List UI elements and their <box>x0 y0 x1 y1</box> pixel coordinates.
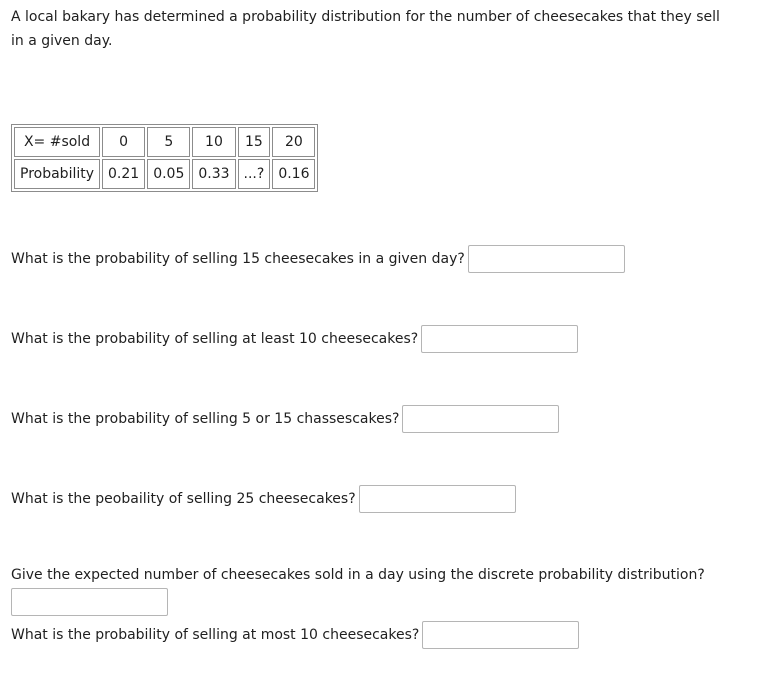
question-2-answer-input[interactable] <box>421 325 578 353</box>
table-cell: 5 <box>147 127 190 157</box>
question-1-text: What is the probability of selling 15 cheesecakes in a given day? <box>11 251 465 267</box>
question-2-text: What is the probability of selling at least 10 cheesecakes? <box>11 331 419 347</box>
question-6-text: What is the probability of selling at most 10 cheesecakes? <box>11 627 420 643</box>
question-3-answer-input[interactable] <box>402 405 559 433</box>
question-3-text: What is the probability of selling 5 or 15 chassescakes? <box>11 411 400 427</box>
question-3 <box>11 404 559 434</box>
question-1-answer-input[interactable] <box>468 245 625 273</box>
question-2 <box>11 324 578 354</box>
question-4 <box>11 484 516 514</box>
problem-intro: A local bakary has determined a probability distribution for the number of cheesecakes that they sell in a given day. <box>11 9 720 49</box>
probability-distribution-table <box>11 124 318 192</box>
table-cell: 0.21 <box>102 159 145 189</box>
question-5-answer-input[interactable] <box>11 588 168 616</box>
table-cell: 10 <box>192 127 235 157</box>
table-cell: Probability <box>14 159 100 189</box>
question-4-answer-input[interactable] <box>359 485 516 513</box>
table-cell: 0 <box>102 127 145 157</box>
table-cell: 15 <box>238 127 271 157</box>
table-cell: ...? <box>238 159 271 189</box>
question-6-answer-input[interactable] <box>422 621 579 649</box>
table-cell: 20 <box>272 127 315 157</box>
question-4-text: What is the peobaility of selling 25 cheesecakes? <box>11 491 356 507</box>
table-row-x-values <box>14 127 315 157</box>
table-cell: 0.33 <box>192 159 235 189</box>
table-cell: 0.05 <box>147 159 190 189</box>
table-cell: 0.16 <box>272 159 315 189</box>
table-cell: X= #sold <box>14 127 100 157</box>
question-5-text: Give the expected number of cheesecakes sold in a day using the discrete probability distribution? <box>11 567 705 583</box>
table-row-probabilities <box>14 159 315 189</box>
question-1 <box>11 244 625 274</box>
question-6 <box>11 620 579 650</box>
